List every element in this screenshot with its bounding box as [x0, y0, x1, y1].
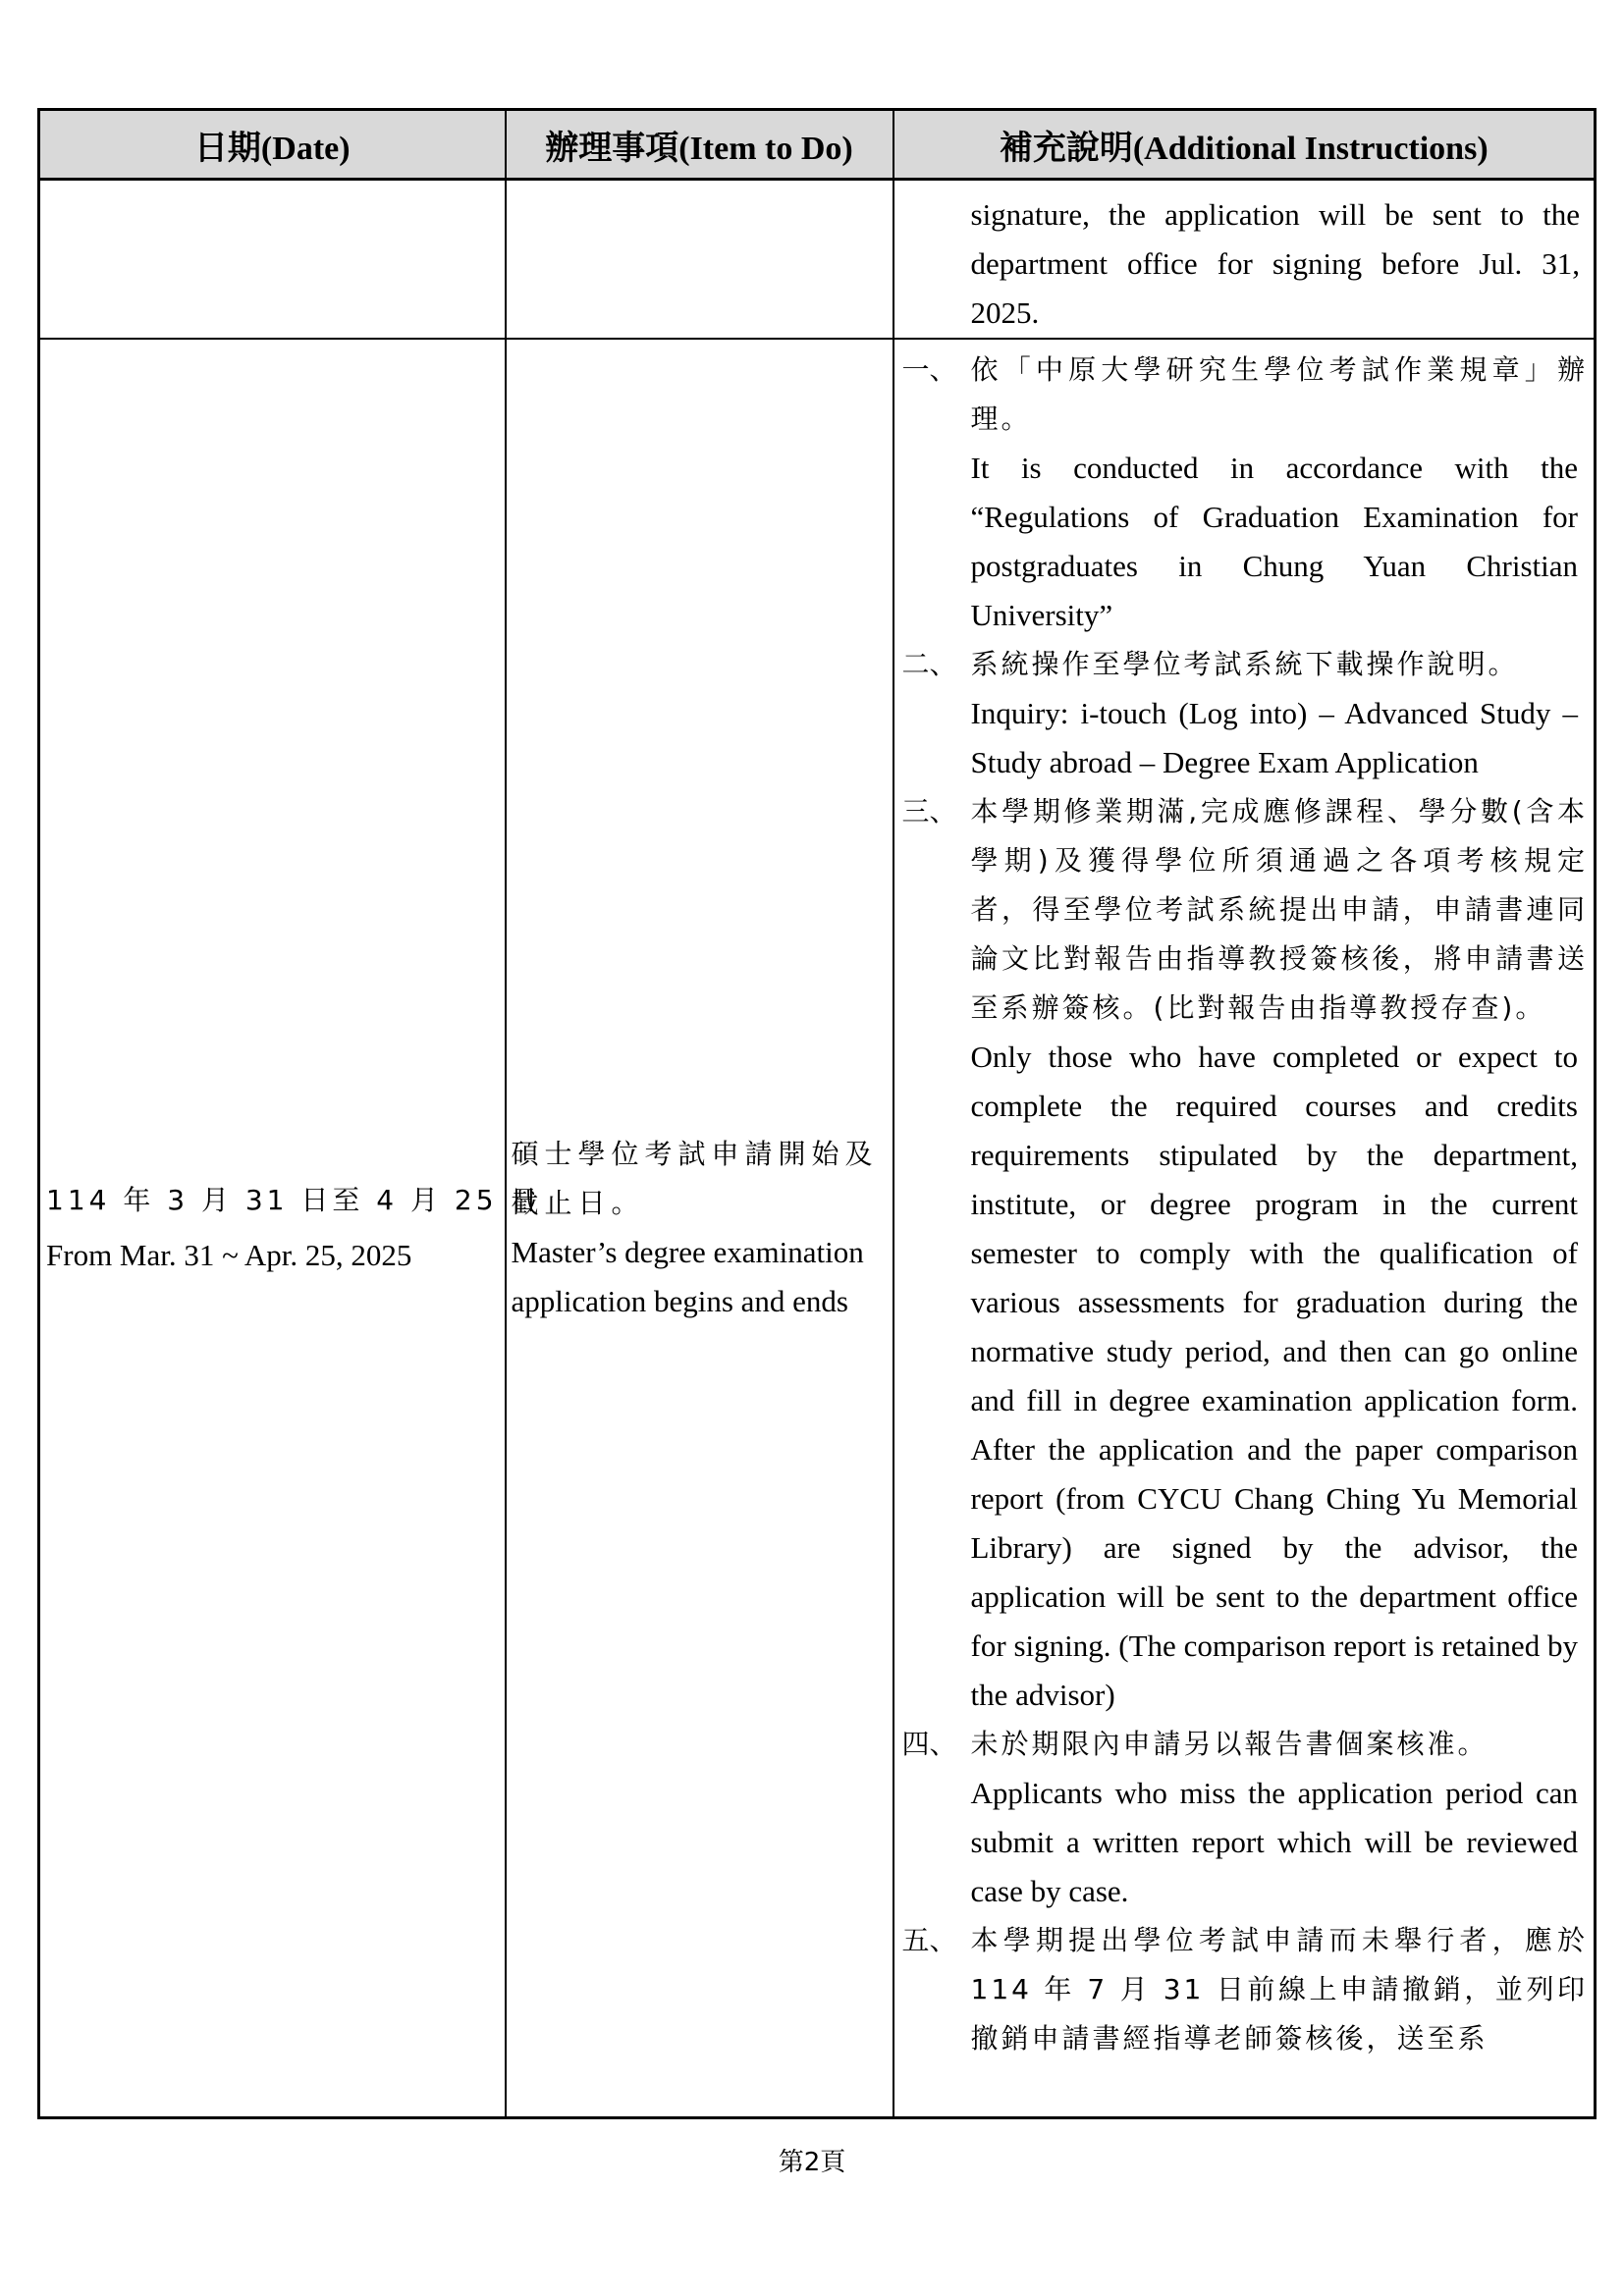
page-number: 第2頁: [778, 2148, 846, 2177]
instruction-en: Only those who have completed or expect to complete the required courses and credits requirements stipulated by the department, institute, or degree program in the current semester to comply with the qualification of various assessments for graduation during the normative study period, and then can go online and fill in degree examination application form. After the application and the paper comparison report (from CYCU Chang Ching Yu Memorial Library) are signed by the advisor, the application will be sent to the department office for signing. (The comparison report is retained by the advisor): [970, 1040, 1578, 1712]
item-en-line2: application begins and ends: [511, 1284, 848, 1318]
date-zh: 114 年 3 月 31 日至 4 月 25 日: [46, 1184, 542, 1216]
date-en: From Mar. 31 ~ Apr. 25, 2025: [46, 1238, 412, 1272]
item-cell-empty: [506, 180, 893, 340]
instruction-number: 四、: [901, 1728, 957, 1760]
instruction-zh: 本學期提出學位考試申請而未舉行者，應於 114 年 7 月 31 日前線上申請撤銷，並列印撤銷申請書經指導老師簽核後，送至系: [970, 1924, 1588, 2055]
item-en-line1: Master’s degree examination: [511, 1235, 864, 1269]
item-zh-line2: 截止日。: [511, 1187, 645, 1219]
instruction-item: [902, 1916, 1589, 2063]
header-date: 日期(Date): [39, 110, 506, 180]
table-row: [39, 339, 1596, 2118]
date-cell-empty: [39, 180, 506, 340]
instruction-item: [902, 346, 1589, 640]
instruction-item: [902, 1720, 1589, 1916]
instruction-number: 五、: [901, 1924, 957, 1956]
instruction-zh: 本學期修業期滿,完成應修課程、學分數(含本學期)及獲得學位所須通過之各項考核規定者，得至學位考試系統提出申請，申請書連同論文比對報告由指導教授簽核後，將申請書送至系辦簽核。(比對報告由指導教授存查)。: [970, 795, 1588, 1024]
instructions-cell: [893, 339, 1596, 2118]
table-header-row: [39, 110, 1596, 180]
instruction-number: 三、: [901, 795, 957, 828]
instruction-en: Inquiry: i-touch (Log into) – Advanced Study – Study abroad – Degree Exam Application: [970, 696, 1578, 779]
instruction-en: Applicants who miss the application period can submit a written report which will be reviewed case by case.: [970, 1776, 1578, 1908]
instruction-item: [902, 640, 1589, 787]
instructions-continuation: signature, the application will be sent to the department office for signing before Jul. 31, 2025.: [970, 197, 1580, 330]
schedule-table: [37, 108, 1597, 2119]
item-cell: [506, 339, 893, 2118]
header-item: 辦理事項(Item to Do): [506, 110, 893, 180]
instruction-zh: 依「中原大學研究生學位考試作業規章」辦理。: [970, 353, 1588, 435]
instruction-number: 一、: [901, 353, 957, 386]
instruction-en: It is conducted in accordance with the “Regulations of Graduation Examination for postgraduates in Chung Yuan Christian University”: [970, 451, 1578, 632]
instruction-item: [902, 787, 1589, 1720]
header-instructions: 補充說明(Additional Instructions): [893, 110, 1596, 180]
instructions-cell: [893, 180, 1596, 340]
item-zh-line1: 碩士學位考試申請開始及: [511, 1138, 879, 1170]
instruction-number: 二、: [901, 648, 957, 680]
table-row: [39, 180, 1596, 340]
instruction-zh: 系統操作至學位考試系統下載操作說明。: [970, 648, 1519, 680]
date-cell: [39, 339, 542, 2118]
instruction-zh: 未於期限內申請另以報告書個案核准。: [970, 1728, 1489, 1760]
